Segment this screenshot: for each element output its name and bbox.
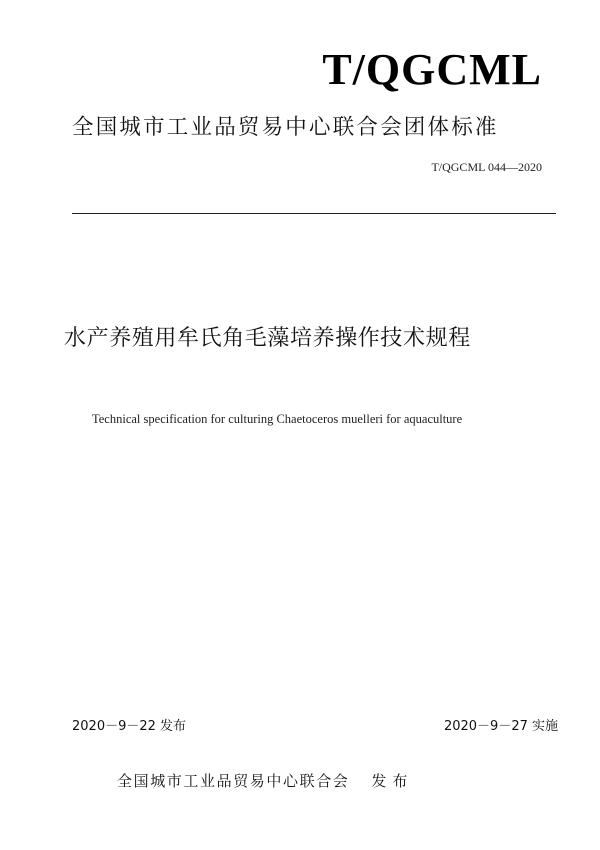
implement-date: 2020－9－27 实施 — [443, 719, 558, 734]
header-divider — [72, 213, 556, 214]
footer-issuer — [117, 774, 413, 789]
issuer-name: 全国城市工业品贸易中心联合会 — [117, 772, 350, 790]
issue-label: 发布 — [371, 772, 414, 790]
standard-code-logo: T/QGCML — [322, 45, 542, 94]
standard-number: T/QGCML 044—2020 — [431, 160, 542, 174]
document-title-chinese: 水产养殖用牟氏角毛藻培养操作技术规程 — [64, 326, 471, 351]
organization-standard-title: 全国城市工业品贸易中心联合会团体标准 — [72, 115, 499, 140]
publish-date: 2020－9－22 发布 — [72, 719, 187, 734]
document-title-english: Technical specification for culturing Chaetoceros muelleri for aquaculture — [92, 412, 463, 426]
